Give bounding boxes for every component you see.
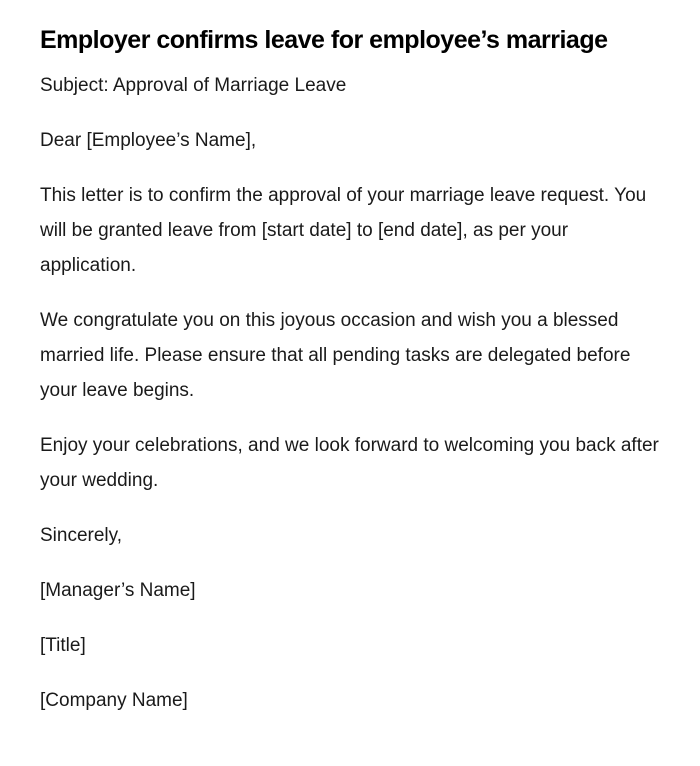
body-paragraph: We congratulate you on this joyous occasion and wish you a blessed married life. Please ensure that all pending tasks are delegated before your leave begins. [40, 310, 631, 401]
signature-title: [Title] [40, 635, 86, 656]
body-paragraph: Enjoy your celebrations, and we look forward to welcoming you back after your wedding. [40, 435, 659, 491]
signature-company: [Company Name] [40, 690, 188, 711]
subject-line: Subject: Approval of Marriage Leave [40, 75, 347, 96]
signature-name: [Manager’s Name] [40, 580, 196, 601]
greeting: Dear [Employee’s Name], [40, 130, 257, 151]
document-title: Employer confirms leave for employee’s marriage [40, 26, 608, 54]
body-paragraph: This letter is to confirm the approval of your marriage leave request. You will be granted leave from [start date] to [end date], as per your application. [40, 185, 647, 276]
letter-document [40, 22, 660, 738]
closing: Sincerely, [40, 525, 123, 546]
